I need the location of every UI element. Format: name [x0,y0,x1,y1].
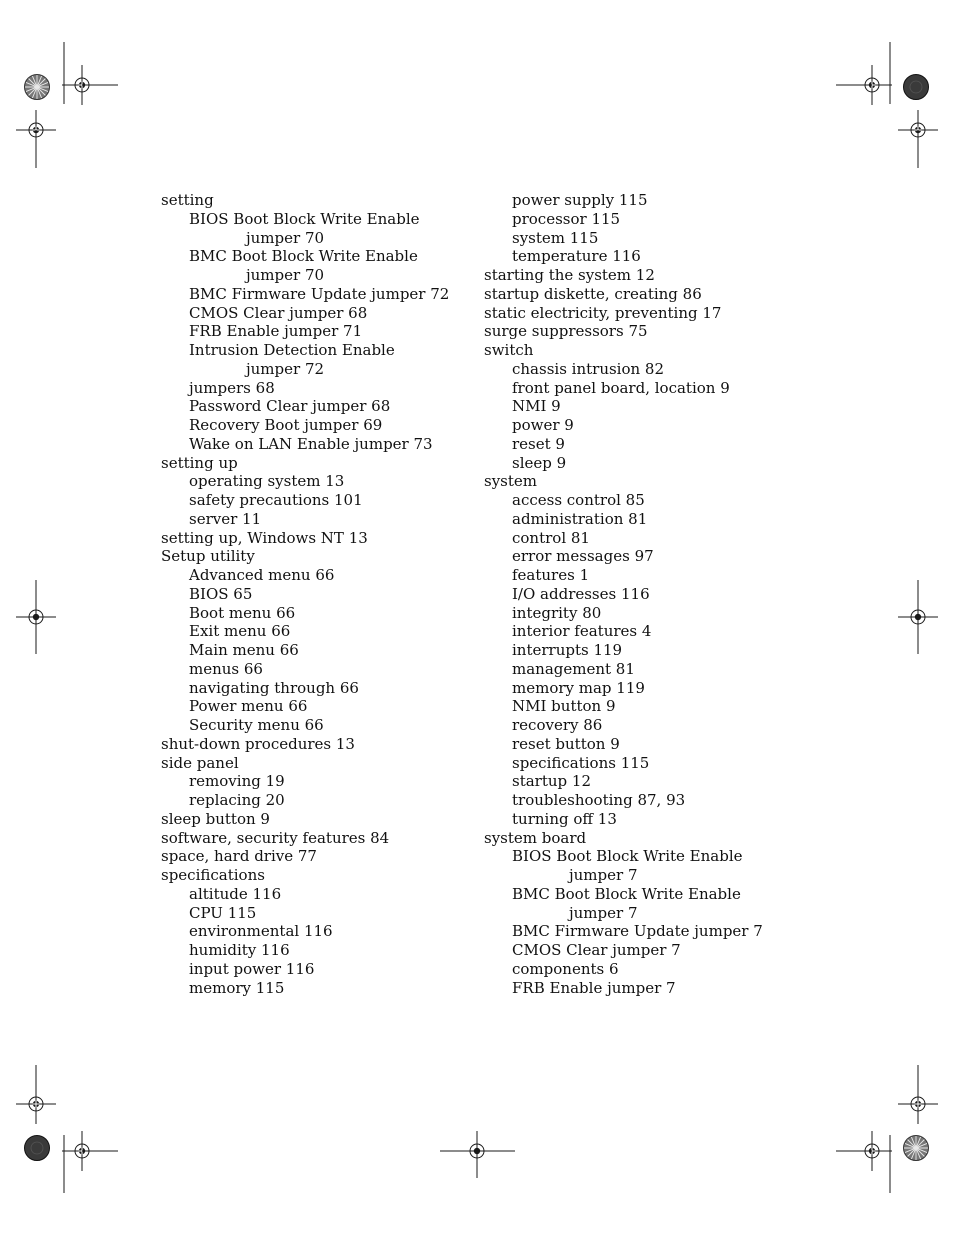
index-entry: space, hard drive 77 [161,847,317,866]
registration-mark-icon [852,65,892,105]
registration-mark-icon [898,1084,938,1124]
index-entry-continuation: jumper 72 [246,359,325,378]
index-subentry: navigating through 66 [189,678,359,697]
registration-mark-icon [62,65,102,105]
index-subentry: altitude 116 [189,884,282,903]
index-subentry: FRB Enable jumper 71 [189,322,363,341]
index-subentry: BIOS Boot Block Write Enable [189,209,420,228]
index-entry: startup diskette, creating 86 [484,284,702,303]
index-entry: setting [161,191,214,209]
index-entry: static electricity, preventing 17 [484,303,722,322]
index-subentry: chassis intrusion 82 [512,359,665,378]
index-subentry: Advanced menu 66 [189,566,335,584]
index-subentry: Wake on LAN Enable jumper 73 [189,434,433,453]
index-subentry: startup 12 [512,772,591,791]
index-subentry: server 11 [189,509,262,528]
index-subentry: memory map 119 [512,678,645,697]
index-subentry: jumpers 68 [189,378,275,397]
index-entry: setting up, Windows NT 13 [161,528,368,547]
index-column-right [484,191,784,997]
index-subentry: Password Clear jumper 68 [189,397,391,416]
index-subentry: reset 9 [512,434,565,453]
index-entry: switch [484,341,534,359]
registration-mark-icon [898,110,938,150]
index-entry: surge suppressors 75 [484,322,648,341]
index-subentry: BMC Boot Block Write Enable [512,884,741,903]
index-subentry: replacing 20 [189,791,285,809]
index-subentry: removing 19 [189,772,285,791]
index-subentry: system 115 [512,228,599,247]
index-subentry: BIOS Boot Block Write Enable [512,847,743,866]
color-bar-circle-icon [904,75,929,100]
index-subentry: humidity 116 [189,941,290,959]
index-entry-continuation: jumper 7 [569,903,638,922]
index-subentry: temperature 116 [512,247,641,266]
index-subentry: memory 115 [189,978,285,997]
index-entry: sleep button 9 [161,809,270,828]
index-entry: system [484,472,537,491]
registration-mark-icon [16,1084,56,1124]
index-subentry: Power menu 66 [189,697,308,716]
index-subentry: features 1 [512,566,590,584]
index-subentry: administration 81 [512,509,648,528]
registration-mark-icon [898,597,938,637]
index-subentry: recovery 86 [512,716,603,734]
index-entry: side panel [161,753,239,772]
index-entry-continuation: jumper 7 [569,866,638,884]
index-subentry: reset button 9 [512,734,620,753]
index-subentry: CMOS Clear jumper 7 [512,941,681,959]
index-column-left [161,191,471,997]
index-subentry: Boot menu 66 [189,603,296,622]
index-subentry: turning off 13 [512,809,617,828]
index-subentry: access control 85 [512,491,645,509]
index-subentry: front panel board, location 9 [512,378,730,397]
index-subentry: integrity 80 [512,603,602,622]
index-subentry: FRB Enable jumper 7 [512,978,676,997]
index-subentry: menus 66 [189,659,263,678]
index-entry: setting up [161,453,238,472]
index-subentry: processor 115 [512,209,621,228]
index-entry: Setup utility [161,547,255,566]
index-subentry: sleep 9 [512,453,567,472]
index-subentry: environmental 116 [189,922,333,941]
color-bar-circle-icon [25,75,50,100]
index-subentry: Security menu 66 [189,716,324,734]
index-entry: specifications [161,866,265,884]
index-subentry: CMOS Clear jumper 68 [189,303,368,322]
index-subentry: Recovery Boot jumper 69 [189,416,383,434]
index-subentry: management 81 [512,659,635,678]
index-entry-continuation: jumper 70 [246,266,325,284]
index-subentry: interrupts 119 [512,641,623,659]
index-subentry: power 9 [512,416,574,434]
index-entry: system board [484,828,587,847]
color-bar-circle-icon [904,1136,929,1161]
registration-mark-icon [457,1131,497,1171]
index-subentry: CPU 115 [189,903,257,922]
index-subentry: BIOS 65 [189,584,253,603]
color-bar-circle-icon [25,1136,50,1161]
registration-mark-icon [16,597,56,637]
index-subentry: BMC Boot Block Write Enable [189,247,418,266]
index-entry: starting the system 12 [484,266,655,284]
index-subentry: BMC Firmware Update jumper 7 [512,922,763,941]
index-subentry: Main menu 66 [189,641,299,659]
index-subentry: power supply 115 [512,191,648,209]
index-subentry: NMI button 9 [512,697,616,716]
index-entry: software, security features 84 [161,828,390,847]
index-subentry: components 6 [512,959,619,978]
registration-mark-icon [62,1131,102,1171]
index-subentry: safety precautions 101 [189,491,363,509]
index-subentry: troubleshooting 87, 93 [512,791,686,809]
registration-mark-icon [852,1131,892,1171]
index-subentry: BMC Firmware Update jumper 72 [189,284,450,303]
index-subentry: Intrusion Detection Enable [189,341,395,359]
index-subentry: Exit menu 66 [189,622,291,641]
index-subentry: interior features 4 [512,622,652,641]
index-subentry: operating system 13 [189,472,345,491]
registration-mark-icon [16,110,56,150]
index-subentry: specifications 115 [512,753,650,772]
index-subentry: NMI 9 [512,397,561,416]
index-subentry: input power 116 [189,959,315,978]
index-subentry: I/O addresses 116 [512,584,650,603]
index-subentry: error messages 97 [512,547,654,566]
index-entry-continuation: jumper 70 [246,228,325,247]
index-subentry: control 81 [512,528,590,547]
index-entry: shut-down procedures 13 [161,734,355,753]
